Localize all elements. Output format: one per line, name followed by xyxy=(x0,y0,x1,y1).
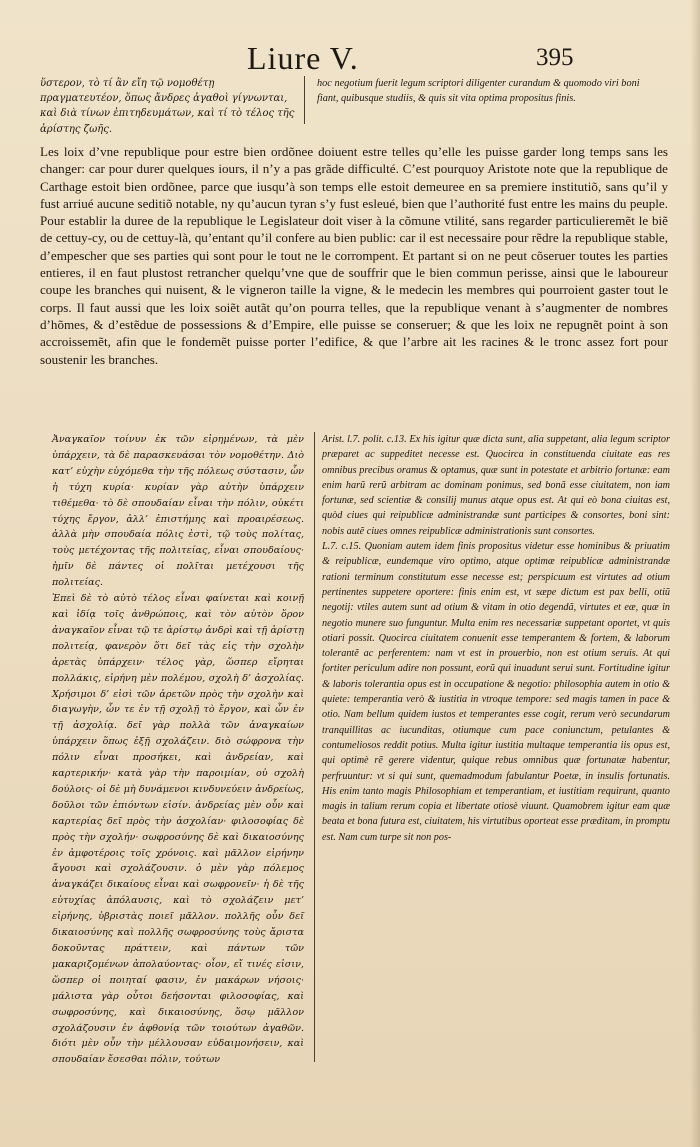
greek-column xyxy=(52,432,304,1068)
column-divider-top xyxy=(304,76,305,124)
latin-paragraph: Arist. l.7. polit. c.13. Ex his igitur quæ dicta sunt, alia suppetant, alia legum scriptor præparet ac suppeditet necesse est. Quocirca in constituenda ciuitate eas res omnibus precibus oramus & optamus, quæ sunt in potestate et arbitrio fortunæ: eam enim harũ rerũ arbitram ac dominam ponimus, sed bonã esse ciuitatem, non iam fortunæ, sed scientiæ & consilij munus atque opus est. At qui eò bona ciuitas est, quòd ciues qui reipublicæ administrandæ sunt participes & consortes, boni sint: nobis autẽ ciues omnes reipublicæ administrationis sunt consortes. xyxy=(322,434,670,537)
latin-paragraph: L.7. c.15. Quoniam autem idem finis propositus videtur esse hominibus & priuatim & reipublicæ, eundemque viro optimo, atque optimæ reipublicæ administrandæ rationi terminum constitutum esse necesse est; perspicuum est virtutes ad otium pertinentes suppetere oportere: finis enim est, vt sæpe dictum est pax belli, otiũ negotij: vtiles autem sunt ad otium & vitam in otio degendã, virtutes et eæ, quæ in negotio munere suo funguntur. Multa enim res necessariæ suppetant oportet, vt quis otiari possit. Quocirca ciuitatem conuenit esse temperantem & fortem, & laborum tolerantẽ ac perferentem: nam vt est in prouerbio, non est otium seruis. At qui fortiter periculum adire non possunt, eorũ qui inuadunt serui sunt. Fortitudine igitur & laboris tolerantia opus est in occupatione & negotio: philosophia autem in otio & quiete: temperantia verò & iustitia in vtroque tempore: sed magis tamen in pace & otio. Nam bellum quidem iustos et temperantes esse cogit, rerum verò secundarum tranquillitas ac iucunditas, otiumque cum pace coniunctum, petulantes & contumeliosos reddit potius. Multa igitur iustitia multaque temperantia iis opus est, qui optimè rẽ gerere videntur, quique rebus omnibus quæ fortunatæ habentur, perfruuntur: vt si qui sunt, quemadmodum fabulantur Poetæ, in insulis fortunatis. His enim tanto magis Philosophiam et temperantiam, et iustitiam requirunt, quanto magis in talium rerum copia et libertate otiosè viuunt. Quamobrem igitur eam quæ beata et bona futura est, ciuitatem, his virtutibus oporteat esse præditam, in promptu est. Nam cum turpe sit non pos- xyxy=(322,541,670,843)
top-greek-passage: ὕστερον, τὸ τί ἂν εἴη τῷ νομοθέτῃ πραγματευτέον, ὅπως ἄνδρες ἀγαθοὶ γίγνωνται, καὶ διὰ τίνων ἐπιτηδευμάτων, καὶ τί τὸ τέλος τῆς ἀρίστης ζωῆς. xyxy=(40,78,295,135)
greek-paragraph: Ἐπεὶ δὲ τὸ αὐτὸ τέλος εἶναι φαίνεται καὶ κοινῇ καὶ ἰδίᾳ τοῖς ἀνθρώποις, καὶ τὸν αὐτὸν ὅρον ἀναγκαῖον εἶναι τῷ τε ἀρίστῳ ἀνδρὶ καὶ τῇ ἀρίστῃ πολιτείᾳ, φανερὸν ὅτι δεῖ τὰς εἰς τὴν σχολὴν ἀρετὰς ὑπάρχειν· τέλος γὰρ, ὥσπερ εἴρηται πολλάκις, εἰρήνη μὲν πολέμου, σχολὴ δ’ ἀσχολίας. Χρήσιμοι δ’ εἰσὶ τῶν ἀρετῶν πρὸς τὴν σχολὴν καὶ διαγωγὴν, ὧν τε ἐν τῇ σχολῇ τὸ ἔργον, καὶ ὧν ἐν τῇ ἀσχολίᾳ. δεῖ γὰρ πολλὰ τῶν ἀναγκαίων ὑπάρχειν ὅπως ἐξῇ σχολάζειν. διὸ σώφρονα τὴν πόλιν εἶναι προσήκει, καὶ ἀνδρείαν, καὶ καρτερικήν· κατὰ γὰρ τὴν παροιμίαν, οὐ σχολὴ δούλοις· οἱ δὲ μὴ δυνάμενοι κινδυνεύειν ἀνδρείως, δοῦλοι τῶν ἐπιόντων εἰσίν. ἀνδρείας μὲν οὖν καὶ καρτερίας δεῖ πρὸς τὴν ἀσχολίαν· φιλοσοφίας δὲ πρὸς τὴν σχολήν· σωφροσύνης δὲ καὶ δικαιοσύνης ἐν ἀμφοτέροις τοῖς χρόνοις. καὶ μᾶλλον εἰρήνην ἄγουσι καὶ σχολάζουσιν. ὁ μὲν γὰρ πόλεμος ἀναγκάζει δικαίους εἶναι καὶ σωφρονεῖν· ἡ δὲ τῆς εὐτυχίας ἀπόλαυσις, καὶ τὸ σχολάζειν μετ’ εἰρήνης, ὑβριστὰς ποιεῖ μᾶλλον. πολλῆς οὖν δεῖ δικαιοσύνης καὶ πολλῆς σωφροσύνης τοὺς ἄριστα δοκοῦντας πράττειν, καὶ πάντων τῶν μακαριζομένων ἀπολαύοντας· οἷον, εἴ τινές εἰσιν, ὥσπερ οἱ ποιηταί φασιν, ἐν μακάρων νήσοις· μάλιστα γὰρ οὗτοι δεήσονται φιλοσοφίας, καὶ σωφροσύνης, καὶ δικαιοσύνης, ὅσῳ μᾶλλον σχολάζουσιν ἐν ἀφθονίᾳ τῶν τοιούτων ἀγαθῶν. διότι μὲν οὖν τὴν μέλλουσαν εὐδαιμονήσειν, καὶ σπουδαίαν ἔσεσθαι πόλιν, τούτων xyxy=(52,593,304,1066)
page-number: 395 xyxy=(536,44,574,71)
column-divider xyxy=(314,432,315,1062)
top-latin-passage: hoc negotium fuerit legum scriptori diligenter curandum & quomodo viri boni fiant, quibusque studiis, & quis sit vita optima propositus finis. xyxy=(317,78,640,105)
latin-column xyxy=(322,432,670,845)
page-edge-shadow xyxy=(690,0,700,1147)
greek-paragraph: Ἀναγκαῖον τοίνυν ἐκ τῶν εἰρημένων, τὰ μὲν ὑπάρχειν, τὰ δὲ παρασκευάσαι τὸν νομοθέτην. Διὸ κατ’ εὐχὴν εὐχόμεθα τὴν τῆς πόλεως σύστασιν, ὧν ἡ τύχη κυρία· κυρίαν γὰρ αὐτὴν ὑπάρχειν τιθέμεθα· τὸ δὲ σπουδαίαν εἶναι τὴν πόλιν, οὐκέτι τύχης ἔργον, ἀλλ’ ἐπιστήμης καὶ προαιρέσεως. ἀλλὰ μὴν σπουδαία πόλις ἐστὶ, τῷ τοὺς πολίτας, τοὺς μετέχοντας τῆς πολιτείας, εἶναι σπουδαίους· ἡμῖν δὲ πάντες οἱ πολῖται μετέχουσι τῆς πολιτείας. xyxy=(52,434,304,589)
running-head-title: Liure V. xyxy=(247,40,359,76)
french-commentary-paragraph: Les loix d’vne republique pour estre bien ordõnee doiuent estre telles qu’elle les puisse garder long temps sans les changer: car pour durer quelques iours, il n’y a pas grãde difficulté. C’est pourquoy Aristote note que la republique de Carthage estoit bien ordõnee, parce que iusqu’à son temps elle estoit demeuree en sa premiere institutiõ, sans qu’il y fust arriué aucune seditiõ notable, ny qu’aucun tyran s’y fust esleué, bien que l’authorité fust entre les mains du peuple. Pour establir la duree de la republique le Legislateur doit viser à la cõmune vtilité, sans regarder particulieremẽt le biẽ de cettuy-cy, ou de cettuy-là, qu’entant qu’il confere au bien public: car il est necessaire pour rẽdre la republique stable, d’empescher que ses parties qui sont pour le tout ne le corrompent. Et partant si on ne peut cõseruer toutes les parties entieres, il en faut plustost retrancher quelqu’vne que de souffrir que le bien commun perisse, ainsi que le laboureur coupe les branches qui nuisent, & le vigneron taille la vigne, & le medecin les membres qui pourroient gaster tout le corps. Il faut aussi que les loix soiẽt autãt qu’on pourra telles, que la republique venant à s’augmenter de nombres d’hõmes, & d’estẽdue de possessions & d’Empire, elle puisse se conseruer; & que les loix ne repugnẽt point à son accroissemẽt, afin que le fondemẽt puisse porter l’edifice, & que l’arbre ait les racines & le tronc assez fort pour soustenir les branches. xyxy=(40,144,668,367)
